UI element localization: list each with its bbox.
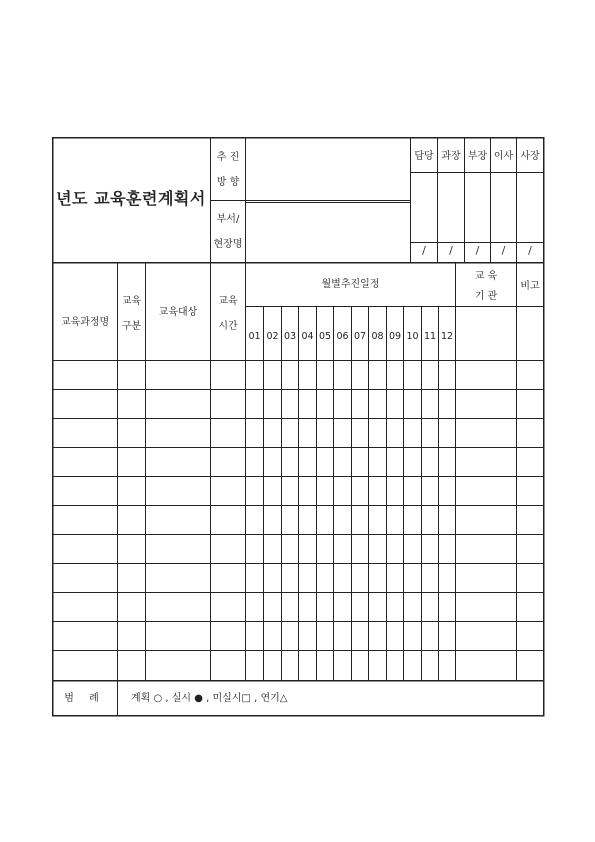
month-label-09: 09 (388, 331, 402, 342)
department-label-line1: 부서/ (216, 214, 240, 225)
approval-date-manager: / (449, 244, 453, 257)
column-header-hours-line1: 교육 (218, 296, 238, 307)
legend-text: 계획 ○ , 실시 ● , 미실시□ , 연기△ (131, 693, 288, 704)
table-row[interactable] (53, 651, 543, 680)
table-row[interactable] (53, 622, 543, 650)
month-label-01: 01 (248, 331, 261, 342)
form-title: 년도 교육훈련계획서 (56, 189, 206, 208)
column-header-remarks: 비고 (520, 281, 540, 292)
promotion-direction-label-line2: 방 향 (216, 177, 240, 188)
approval-header-director: 이사 (493, 151, 514, 162)
approval-sign-dept-head[interactable] (465, 173, 490, 242)
column-header-institution-line1: 교 육 (474, 271, 498, 282)
legend-label: 범 례 (64, 693, 105, 704)
table-row[interactable] (53, 535, 543, 563)
approval-sign-president[interactable] (517, 173, 543, 242)
approval-date-president: / (528, 244, 532, 257)
approval-header-manager: 과장 (441, 151, 461, 162)
table-row[interactable] (53, 390, 543, 418)
approval-date-staff: / (422, 244, 426, 257)
approval-sign-director[interactable] (491, 173, 516, 242)
approval-date-dept-head: / (475, 244, 480, 257)
month-label-12: 12 (440, 331, 454, 342)
promotion-direction-field[interactable] (246, 138, 410, 200)
column-header-category-line1: 교육 (121, 296, 142, 307)
month-label-02: 02 (266, 331, 279, 342)
approval-date-director: / (501, 244, 506, 257)
column-header-institution-line2: 기 관 (474, 291, 498, 302)
column-header-monthly-schedule: 월별추진일정 (321, 279, 380, 290)
promotion-direction-label-line1: 추 진 (216, 152, 240, 163)
table-row[interactable] (53, 361, 543, 389)
table-row[interactable] (53, 593, 543, 621)
approval-header-dept-head: 부장 (467, 151, 488, 162)
approval-header-president: 사장 (520, 151, 540, 162)
column-header-target: 교육대상 (158, 307, 198, 318)
month-label-04: 04 (301, 331, 314, 342)
month-label-08: 08 (371, 331, 384, 342)
month-label-10: 10 (406, 331, 419, 342)
table-row[interactable] (53, 477, 543, 505)
month-label-07: 07 (353, 331, 367, 342)
table-row[interactable] (53, 506, 543, 534)
table-row[interactable] (53, 419, 543, 447)
approval-header-staff: 담당 (414, 151, 434, 162)
column-header-course-name: 교육과정명 (60, 317, 110, 328)
month-label-11: 11 (423, 331, 437, 342)
approval-sign-manager[interactable] (438, 173, 464, 242)
approval-sign-staff[interactable] (411, 173, 437, 242)
table-row[interactable] (53, 564, 543, 592)
table-row[interactable] (53, 448, 543, 476)
department-label-line2: 현장명 (213, 239, 243, 250)
department-field[interactable] (246, 203, 410, 262)
column-header-hours-line2: 시간 (218, 321, 238, 332)
column-header-category-line2: 구분 (121, 321, 142, 332)
month-label-05: 05 (318, 331, 332, 342)
month-label-03: 03 (283, 331, 297, 342)
month-label-06: 06 (336, 331, 349, 342)
